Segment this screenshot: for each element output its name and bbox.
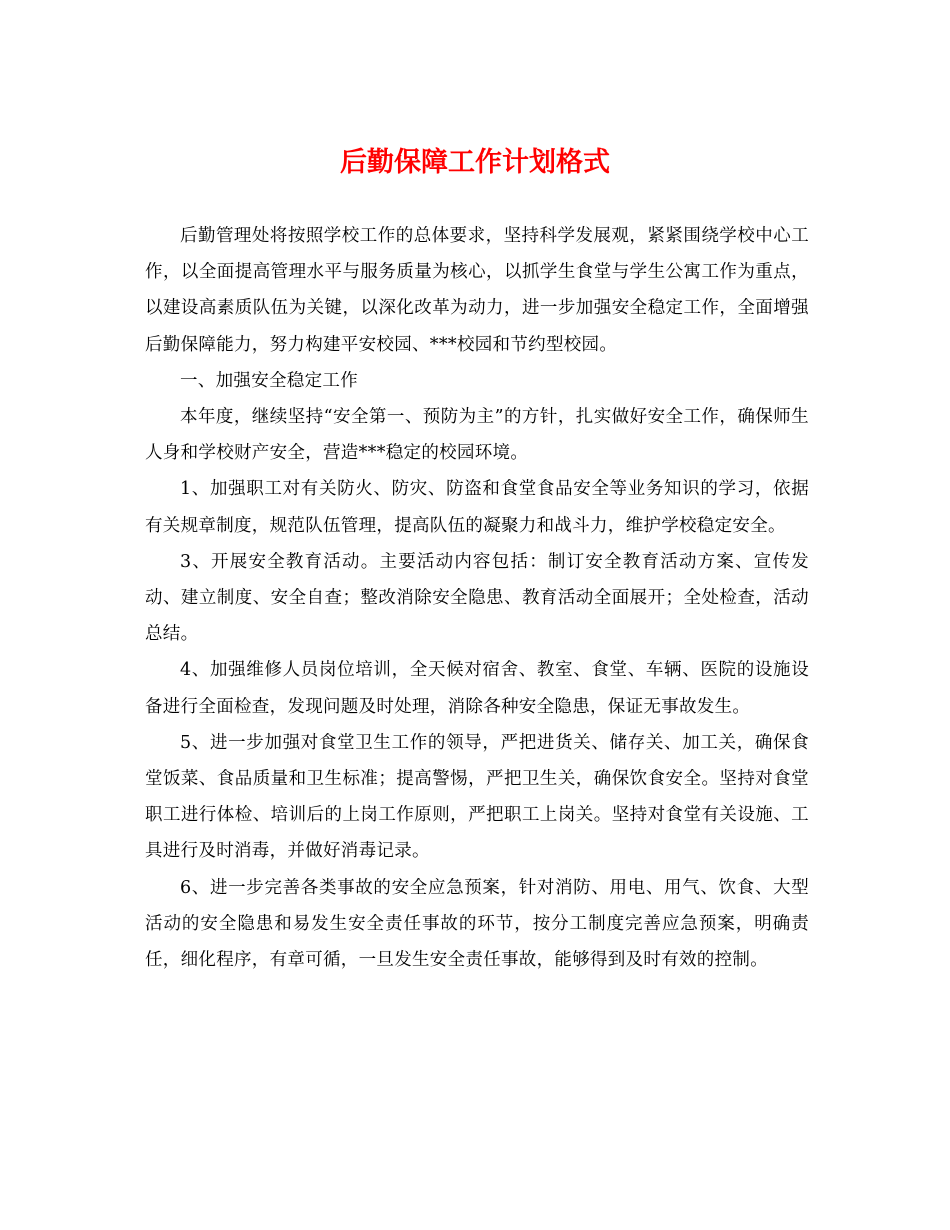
item-3-paragraph: 3、开展安全教育活动。主要活动内容包括：制订安全教育活动方案、宣传发动、建立制度、安全自查；整改消除安全隐患、教育活动全面展开；全处检查，活动总结。 — [145, 551, 809, 645]
intro-paragraph: 后勤管理处将按照学校工作的总体要求，坚持科学发展观，紧紧围绕学校中心工作，以全面提高管理水平与服务质量为核心，以抓学生食堂与学生公寓工作为重点，以建设高素质队伍为关键，以深化改革为动力，进一步加强安全稳定工作，全面增强后勤保障能力，努力构建平安校园、***校园和节约型校园。 — [145, 226, 809, 355]
safety-policy-paragraph: 本年度，继续坚持“安全第一、预防为主”的方针，扎实做好安全工作，确保师生人身和学校财产安全，营造***稳定的校园环境。 — [145, 407, 809, 464]
item-5-paragraph: 5、进一步加强对食堂卫生工作的领导，严把进货关、储存关、加工关，确保食堂饭菜、食品质量和卫生标准；提高警惕，严把卫生关，确保饮食安全。坚持对食堂职工进行体检、培训后的上岗工作原则，严把职工上岗关。坚持对食堂有关设施、工具进行及时消毒，并做好消毒记录。 — [145, 732, 809, 862]
document-title: 后勤保障工作计划格式 — [340, 147, 610, 178]
item-6-paragraph: 6、进一步完善各类事故的安全应急预案，针对消防、用电、用气、饮食、大型活动的安全隐患和易发生安全责任事故的环节，按分工制度完善应急预案，明确责任，细化程序，有章可循，一旦发生安全责任事故，能够得到及时有效的控制。 — [145, 877, 809, 971]
item-1-paragraph: 1、加强职工对有关防火、防灾、防盗和食堂食品安全等业务知识的学习，依据有关规章制度，规范队伍管理，提高队伍的凝聚力和战斗力，维护学校稳定安全。 — [145, 479, 809, 536]
document-body — [145, 218, 809, 978]
section-heading-safety: 一、加强安全稳定工作 — [180, 370, 358, 391]
item-4-paragraph: 4、加强维修人员岗位培训，全天候对宿舍、教室、食堂、车辆、医院的设施设备进行全面检查，发现问题及时处理，消除各种安全隐患，保证无事故发生。 — [145, 660, 809, 717]
